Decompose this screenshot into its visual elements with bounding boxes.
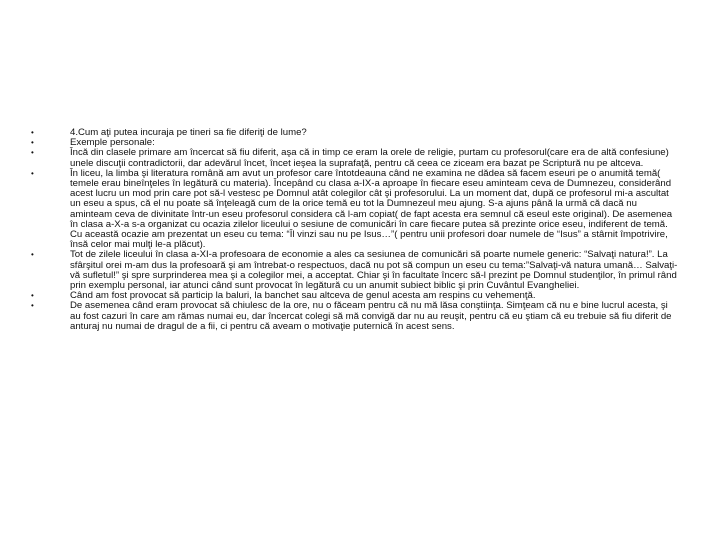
list-item-text: Când am fost provocat să particip la baluri, la banchet sau altceva de genul acesta am respins cu vehemenţă. bbox=[70, 290, 536, 302]
list-item bbox=[31, 250, 681, 291]
list-item-text: În liceu, la limba şi literatura română am avut un profesor care întotdeauna când ne examina ne dădea să facem eseuri pe o anumită temă( temele erau bineînţeles în legătură cu materia). Începând cu clasa a-IX-a aproape în fiecare eseu aminteam ceva de Dumnezeu, considerând acest lucru un mod prin care pot să-l vestesc pe Domnul atât colegilor cât şi profesorului. La un moment dat, după ce profesorul mi-a ascultat un eseu a spus, că el nu poate să înţeleagă cum de la orice temă eu tot la Dumnezeul meu ajung. S-a ajuns până la urmă că dacă nu aminteam ceva de divinitate într-un eseu profesorul considera că l-am copiat( de fapt acesta era semnul că eseul este original). De asemenea în clasa a-X-a s-a organizat cu ocazia zilelor liceului o sesiune de comunicări în care fiecare putea să prezinte orice eseu, indiferent de temă. Cu această ocazie am prezentat un eseu cu tema: “Îl vinzi sau nu pe Isus…”( pentru unii profesori doar numele de “Isus” a stârnit împotrivire, însă celor mai mulţi le-a plăcut). bbox=[70, 167, 673, 251]
list-item-text: Tot de zilele liceului în clasa a-XI-a profesoara de economie a ales ca sesiunea de comunicări să poarte numele generic: “Salvaţi natura!”. La sfârşitul orei m-am dus la profesoară şi am întrebat-o respectuos, dacă nu pot să compun un eseu cu tema:”Salvaţi-vă natura umană… Salvaţi-vă sufletul!” şi spre surprinderea mea şi a colegilor mei, a acceptat. Chiar şi în facultate încerc să-l prezint pe Domnul studenţilor, în primul rând prin exemplu personal, iar atunci când sunt provocat în legătură cu un anumit subiect biblic şi prin Cuvântul Evangheliei. bbox=[70, 249, 678, 292]
bullet-dot-icon: • bbox=[31, 301, 34, 311]
list-item bbox=[31, 169, 681, 251]
list-item bbox=[31, 148, 681, 168]
bullet-dot-icon: • bbox=[31, 138, 34, 148]
list-item bbox=[31, 301, 681, 332]
bullet-dot-icon: • bbox=[31, 148, 34, 158]
list-item-text: De asemenea când eram provocat să chiulesc de la ore, nu o făceam pentru că nu mă lăsa conştiinţa. Simţeam că nu e bine lucrul acesta, şi au fost cazuri în care am rămas numai eu, dar încercat colegi să mă convigă dar nu au reuşit, pentru că eu ştiam că eu trebuie să fiu diferit de anturaj nu numai de dragul de a fii, ci pentru că aveam o motivaţie puternică în acest sens. bbox=[70, 300, 672, 332]
bullet-dot-icon: • bbox=[31, 128, 34, 137]
bullet-list bbox=[31, 128, 681, 332]
list-item-text: 4.Cum aţi putea incuraja pe tineri sa fie diferiţi de lume? bbox=[70, 127, 307, 138]
bullet-dot-icon: • bbox=[31, 291, 34, 301]
bullet-dot-icon: • bbox=[31, 250, 34, 260]
list-item-text: Exemple personale: bbox=[70, 137, 155, 149]
list-item-text: Încă din clasele primare am încercat să fiu diferit, aşa că in timp ce eram la orele de religie, purtam cu profesorul(care era de altă confesiune) unele discuţii contradictorii, dar adevărul încet, încet ieşea la suprafaţă, pentru că ceea ce ziceam era bazat pe Scriptură nu pe altceva. bbox=[70, 147, 669, 169]
bullet-dot-icon: • bbox=[31, 168, 34, 178]
